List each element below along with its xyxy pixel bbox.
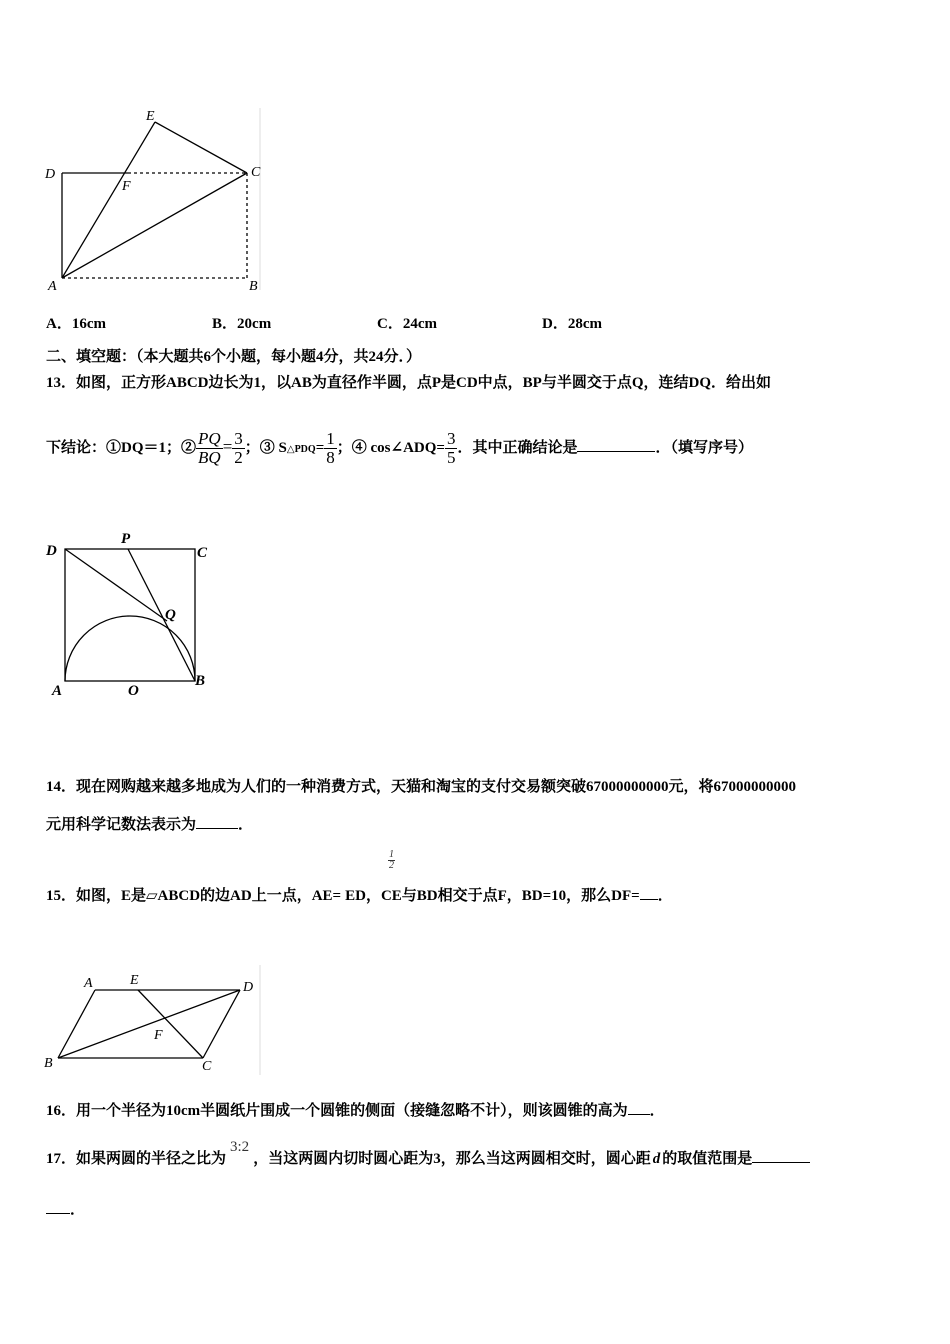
q16-text: 16．用一个半径为10cm半圆纸片围成一个圆锥的侧面（接缝忽略不计），则该圆锥的高为: [46, 1103, 628, 1119]
q17-end: ．: [70, 1202, 86, 1218]
q17-line2: [46, 1198, 85, 1219]
option-c[interactable]: C．24cm: [377, 316, 438, 332]
segment-AB: [58, 990, 95, 1058]
q17-var-d: d: [652, 1151, 661, 1167]
frac-num: 3: [446, 429, 456, 448]
label-A: A: [84, 976, 93, 991]
option-letter: A: [46, 316, 57, 332]
figure-q12: [40, 100, 280, 300]
answer-blank-q13[interactable]: [577, 451, 655, 452]
q14-line1: 14．现在网购越来越多地成为人们的一种消费方式，天猫和淘宝的支付交易额突破67000000000元，将67000000000: [46, 779, 797, 795]
q13-tail: ．（填写序号）: [655, 439, 753, 456]
q17-text-a: 17．如果两圆的半径之比为: [46, 1151, 227, 1167]
label-C: C: [197, 545, 208, 561]
fraction-1-8: [324, 430, 337, 467]
fraction-3-2: [232, 430, 245, 467]
equals-sign: =: [315, 439, 325, 456]
answer-blank-q15[interactable]: [640, 899, 658, 900]
segment-AC: [62, 173, 247, 278]
frac-den: 8: [326, 448, 335, 467]
option-d[interactable]: D．28cm: [542, 316, 603, 332]
label-A: A: [52, 683, 63, 699]
option-letter: D: [542, 316, 553, 332]
answer-blank-q17-a[interactable]: [752, 1162, 810, 1163]
option-a[interactable]: A．16cm: [46, 316, 107, 332]
q13-part3: ；③ S: [244, 439, 287, 456]
option-text: 16cm: [71, 316, 107, 332]
q13-line2: [46, 430, 753, 467]
label-B: B: [195, 673, 206, 689]
frac-num: 3: [234, 429, 243, 448]
frac-den: BQ: [198, 448, 221, 467]
fraction-3-5: [445, 430, 458, 467]
label-C: C: [251, 165, 261, 180]
label-B: B: [249, 279, 258, 294]
label-P: P: [121, 531, 131, 547]
label-D: D: [45, 167, 56, 182]
option-text: 28cm: [567, 316, 603, 332]
frac-den: 2: [234, 448, 243, 467]
q16-end: ．: [649, 1103, 665, 1119]
frac-den: 5: [446, 448, 456, 467]
frac-num: PQ: [198, 429, 221, 448]
q17-text-b: ，当这两圆内切时圆心距为3，那么当这两圆相交时，圆心距: [253, 1151, 651, 1167]
label-D: D: [243, 980, 254, 995]
q15-fraction-half: [388, 850, 395, 871]
figure-q15: [40, 965, 270, 1080]
label-E: E: [130, 973, 139, 988]
option-text: 24cm: [402, 316, 438, 332]
option-b[interactable]: B．20cm: [212, 316, 272, 332]
label-E: E: [146, 109, 155, 124]
label-C: C: [202, 1059, 212, 1074]
q13-suffix: ．其中正确结论是: [457, 439, 578, 456]
semicircle: [65, 616, 195, 681]
fraction-pq-bq: [196, 430, 223, 467]
label-O: O: [128, 683, 139, 699]
answer-blank-q14[interactable]: [196, 828, 238, 829]
label-D: D: [46, 543, 57, 559]
subscript-pdq: △PDQ: [286, 443, 316, 455]
label-F: F: [122, 179, 131, 194]
q13-line1: 13．如图，正方形ABCD边长为1，以AB为直径作半圆，点P是CD中点，BP与半圆交于点Q，连结DQ．给出如: [46, 375, 772, 391]
label-B: B: [44, 1056, 53, 1071]
figure-q13: [40, 525, 230, 705]
q15-end: ．: [657, 888, 673, 904]
q17-line1: [46, 1139, 810, 1168]
q17-ratio: 3:2: [230, 1139, 250, 1155]
option-letter: C: [377, 316, 388, 332]
frac-num: 1: [326, 429, 335, 448]
q15-line: [46, 884, 673, 905]
q15-text-a: 15．如图，E是▱ABCD的边AD上一点，AE=: [46, 888, 342, 904]
q13-prefix: 下结论：①DQ＝1；②: [46, 439, 197, 456]
frac-num: 1: [389, 849, 394, 860]
label-Q: Q: [165, 607, 176, 623]
equals-sign: =: [222, 436, 233, 456]
section-heading: 二、填空题：（本大题共6个小题，每小题4分，共24分．）: [46, 349, 422, 365]
q17-text-c: 的取值范围是: [662, 1151, 753, 1167]
q14-text: 元用科学记数法表示为: [46, 817, 197, 833]
segment-AE: [62, 122, 155, 278]
option-text: 20cm: [237, 316, 272, 332]
label-A: A: [48, 279, 57, 294]
segment-EC: [155, 122, 247, 173]
q15-text-b: ED，CE与BD相交于点F，BD=10，那么DF=: [345, 888, 640, 904]
segment-DC: [203, 990, 240, 1058]
segment-BD: [58, 990, 240, 1058]
q14-line2: [46, 813, 253, 834]
frac-den: 2: [389, 860, 394, 871]
answer-blank-q17-b[interactable]: [46, 1213, 70, 1214]
label-F: F: [154, 1028, 163, 1043]
q14-end: ．: [238, 817, 254, 833]
q16-line: [46, 1099, 665, 1120]
option-letter: B: [212, 316, 223, 332]
segment-BP: [128, 549, 195, 681]
answer-blank-q16[interactable]: [628, 1114, 650, 1115]
segment-DQ: [65, 549, 167, 621]
q13-part4: ；④ cos∠ADQ=: [336, 439, 445, 456]
